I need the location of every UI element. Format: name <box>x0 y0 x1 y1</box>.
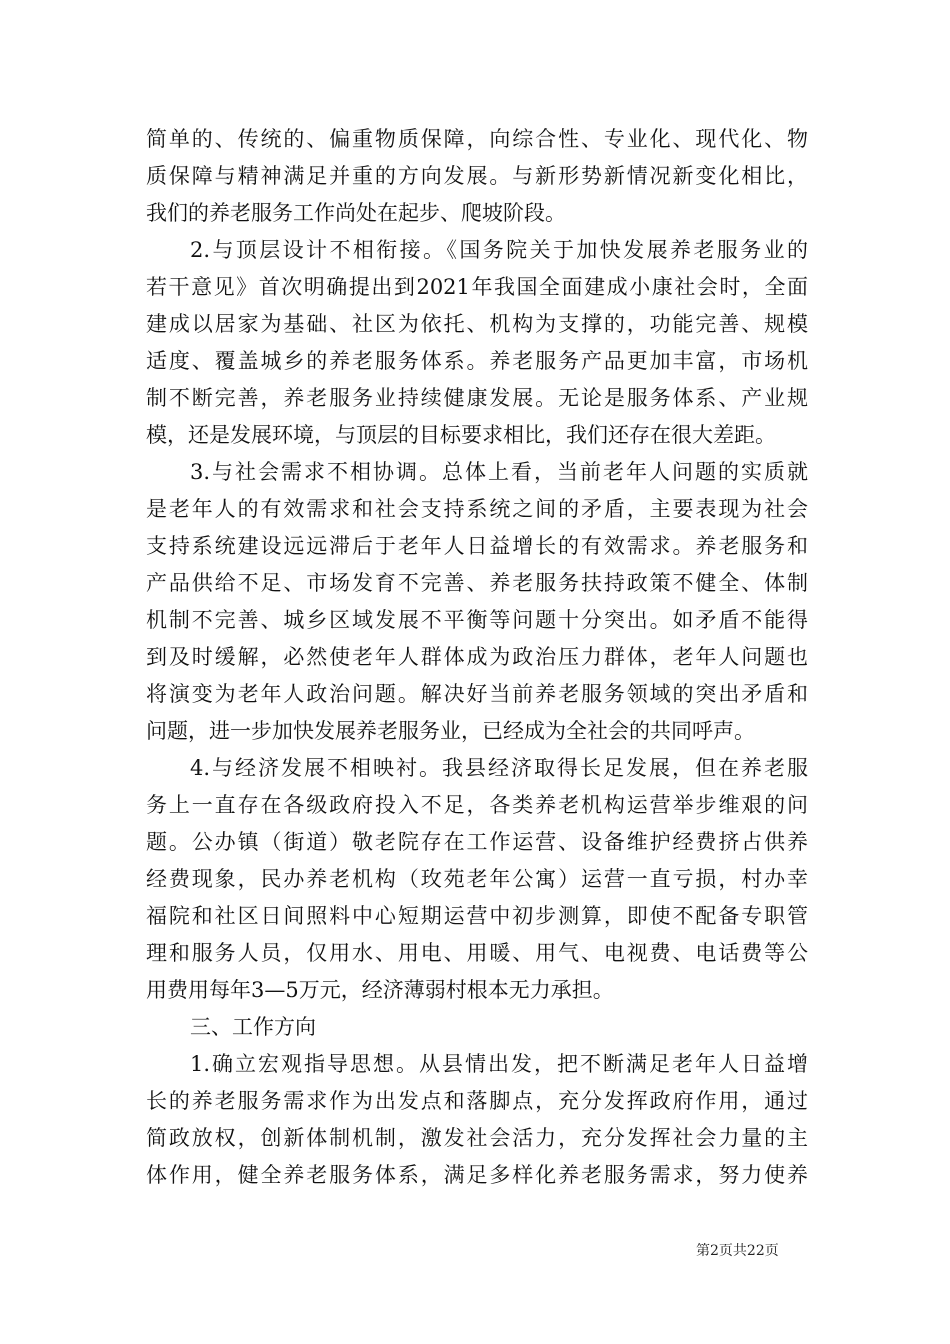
text-line: 产品供给不足、市场发育不完善、养老服务扶持政策不健全、体制 <box>146 571 808 595</box>
text-line: 务上一直存在各级政府投入不足，各类养老机构运营举步维艰的问 <box>146 793 808 817</box>
text-line: 到及时缓解，必然使老年人群体成为政治压力群体，老年人问题也 <box>146 645 808 669</box>
text-line: 建成以居家为基础、社区为依托、机构为支撑的，功能完善、规模 <box>146 312 808 336</box>
text-line: 适度、覆盖城乡的养老服务体系。养老服务产品更加丰富，市场机 <box>146 349 808 373</box>
text-line: 制不断完善，养老服务业持续健康发展。无论是服务体系、产业规 <box>146 386 808 410</box>
text-line: 是老年人的有效需求和社会支持系统之间的矛盾，主要表现为社会 <box>146 497 808 521</box>
text-line: 机制不完善、城乡区域发展不平衡等问题十分突出。如矛盾不能得 <box>146 608 808 632</box>
text-line: 体作用，健全养老服务体系，满足多样化养老服务需求，努力使养 <box>146 1163 808 1187</box>
text-line: 经费现象，民办养老机构（玫苑老年公寓）运营一直亏损，村办幸 <box>146 867 808 891</box>
text-line: 简单的、传统的、偏重物质保障，向综合性、专业化、现代化、物 <box>146 127 808 151</box>
text-line: 若干意见》首次明确提出到2021年我国全面建成小康社会时，全面 <box>146 275 808 299</box>
section-heading: 三、工作方向 <box>190 1015 316 1039</box>
text-line: 质保障与精神满足并重的方向发展。与新形势新情况新变化相比， <box>146 164 808 188</box>
text-line: 长的养老服务需求作为出发点和落脚点，充分发挥政府作用，通过 <box>146 1089 808 1113</box>
text-line: 将演变为老年人政治问题。解决好当前养老服务领域的突出矛盾和 <box>146 682 808 706</box>
paragraph-start: 3.与社会需求不相协调。总体上看，当前老年人问题的实质就 <box>190 460 808 484</box>
text-line: 用费用每年3—5万元，经济薄弱村根本无力承担。 <box>146 978 614 1002</box>
text-line: 理和服务人员，仅用水、用电、用暖、用气、电视费、电话费等公 <box>146 941 808 965</box>
text-line: 模，还是发展环境，与顶层的目标要求相比，我们还存在很大差距。 <box>146 423 776 447</box>
text-line: 我们的养老服务工作尚处在起步、爬坡阶段。 <box>146 201 566 225</box>
text-line: 题。公办镇（街道）敬老院存在工作运营、设备维护经费挤占供养 <box>146 830 808 854</box>
text-line: 简政放权，创新体制机制，激发社会活力，充分发挥社会力量的主 <box>146 1126 808 1150</box>
text-line: 问题，进一步加快发展养老服务业，已经成为全社会的共同呼声。 <box>146 719 755 743</box>
paragraph-start: 4.与经济发展不相映衬。我县经济取得长足发展，但在养老服 <box>190 756 808 780</box>
text-line: 福院和社区日间照料中心短期运营中初步测算，即使不配备专职管 <box>146 904 808 928</box>
page-number: 第2页共22页 <box>696 1243 779 1259</box>
text-line: 支持系统建设远远滞后于老年人日益增长的有效需求。养老服务和 <box>146 534 808 558</box>
paragraph-start: 1.确立宏观指导思想。从县情出发，把不断满足老年人日益增 <box>190 1052 808 1076</box>
paragraph-start: 2.与顶层设计不相衔接。《国务院关于加快发展养老服务业的 <box>190 238 808 262</box>
